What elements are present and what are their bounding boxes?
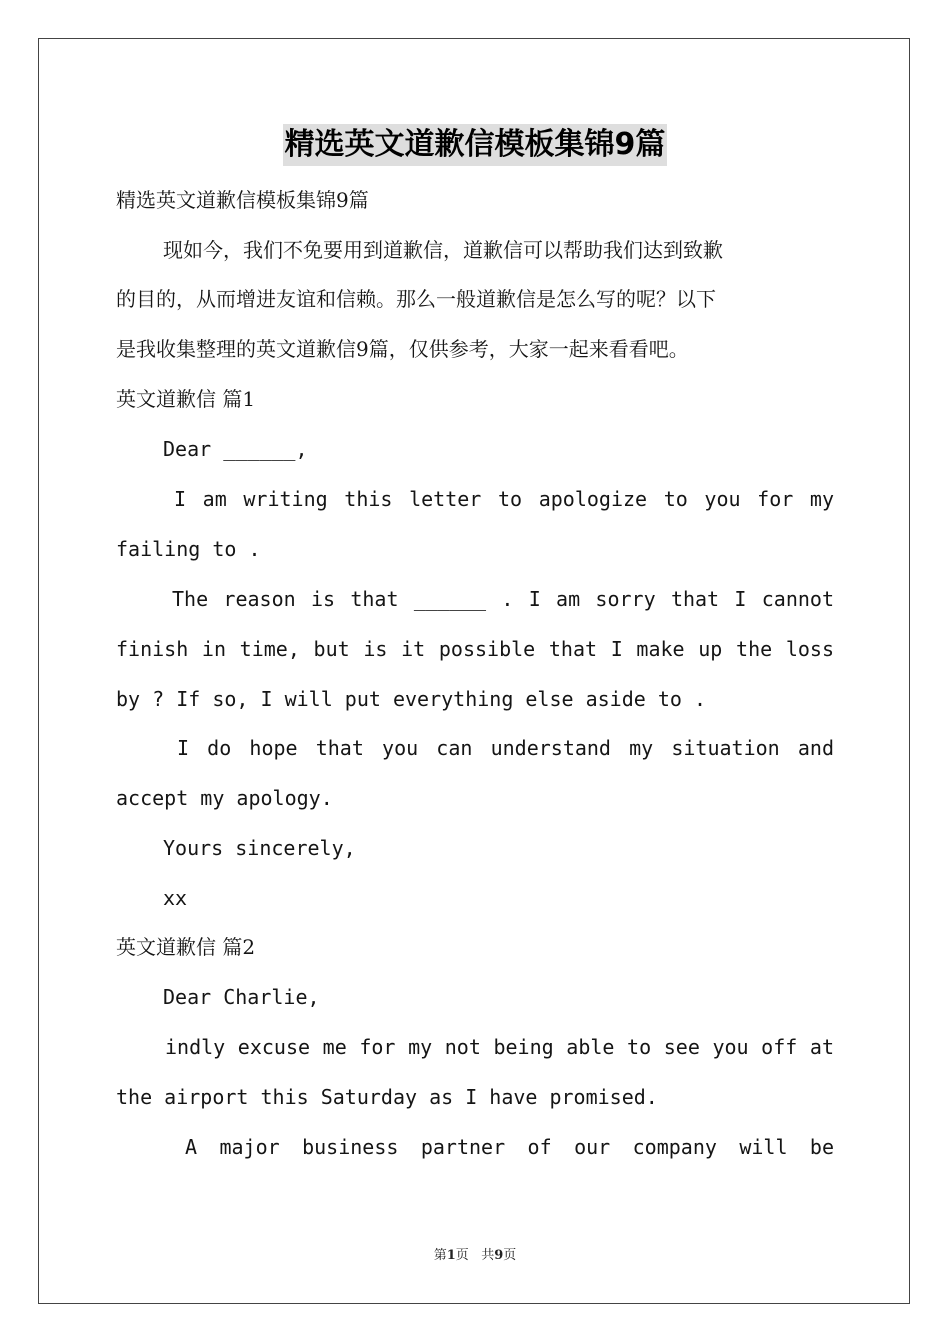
section-heading-2: 英文道歉信 篇2 xyxy=(116,935,256,959)
letter1-body-line-2: failing to . xyxy=(116,537,261,561)
total-suffix: 页 xyxy=(503,1248,517,1263)
intro-line-3: 是我收集整理的英文道歉信9篇，仅供参考，大家一起来看看吧。 xyxy=(116,337,689,361)
letter1-salutation: Dear ______, xyxy=(163,437,308,461)
letter2-body-line-2: the airport this Saturday as I have promised. xyxy=(116,1085,658,1109)
letter1-body-line-3: The reason is that ______ . I am sorry that I cannot xyxy=(172,587,834,611)
intro-line-1: 现如今，我们不免要用到道歉信，道歉信可以帮助我们达到致歉 xyxy=(163,238,723,262)
letter1-body-line-1: I am writing this letter to apologize to you for my xyxy=(174,487,834,511)
letter1-closing: Yours sincerely, xyxy=(163,836,356,860)
letter2-body-line-3: A major business partner of our company will be xyxy=(185,1135,834,1159)
total-prefix: 共 xyxy=(481,1248,495,1263)
letter2-body-line-1: indly excuse me for my not being able to see you off at xyxy=(165,1035,834,1059)
letter2-salutation: Dear Charlie, xyxy=(163,985,320,1009)
subtitle-line: 精选英文道歉信模板集锦9篇 xyxy=(116,188,369,212)
intro-line-2: 的目的，从而增进友谊和信赖。那么一般道歉信是怎么写的呢？以下 xyxy=(116,287,716,311)
page-prefix: 第 xyxy=(433,1248,447,1263)
letter1-body-line-4: finish in time, but is it possible that I make up the loss xyxy=(116,637,834,661)
document-title: 精选英文道歉信模板集锦9篇 xyxy=(283,124,668,166)
title-wrapper xyxy=(0,124,950,166)
letter1-body-line-7: accept my apology. xyxy=(116,786,333,810)
section-heading-1: 英文道歉信 篇1 xyxy=(116,387,256,411)
page-footer xyxy=(0,1247,950,1265)
letter1-body-line-5: by ? If so, I will put everything else aside to . xyxy=(116,687,707,711)
page-total: 9 xyxy=(494,1248,504,1263)
letter1-signature: xx xyxy=(163,886,188,910)
page-suffix: 页 xyxy=(455,1248,469,1263)
letter1-body-line-6: I do hope that you can understand my situation and xyxy=(177,736,834,760)
page-current: 1 xyxy=(446,1248,456,1263)
page-border xyxy=(38,38,910,1304)
